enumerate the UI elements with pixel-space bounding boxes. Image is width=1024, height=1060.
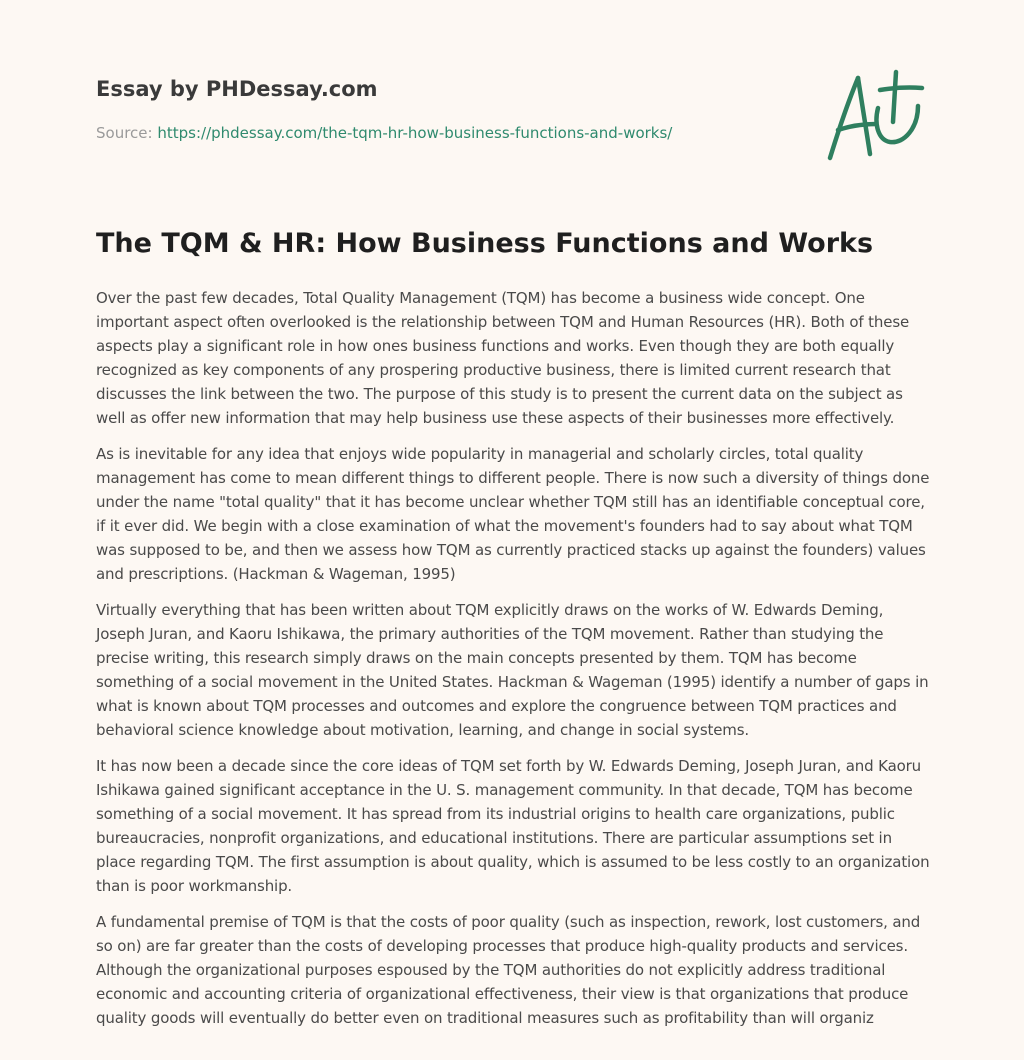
source-label: Source: <box>96 124 153 142</box>
site-title: Essay by PHDessay.com <box>96 77 378 101</box>
a-plus-logo-icon <box>822 68 926 164</box>
essay-article <box>96 224 932 1042</box>
paragraph: A fundamental premise of TQM is that the costs of poor quality (such as inspection, rework, lost customers, and so on) are far greater than the costs of developing processes that produce high-quality products and services. Although the organizational purposes espoused by the TQM authorities do not explicitly address traditional economic and accounting criteria of organizational effectiveness, their view is that organizations that produce quality goods will eventually do better even on traditional measures such as profitability than will organiz <box>96 913 921 1027</box>
paragraph: As is inevitable for any idea that enjoys wide popularity in managerial and scholarly circles, total quality management has come to mean different things to different people. There is now such a diversity of things done under the name "total quality" that it has become unclear whether TQM still has an identifiable conceptual core, if it ever did. We begin with a close examination of what the movement's founders had to say about what TQM was supposed to be, and then we assess how TQM as currently practiced stacks up against the founders) values and prescriptions. (Hackman & Wageman, 1995) <box>96 445 930 583</box>
paragraph: It has now been a decade since the core ideas of TQM set forth by W. Edwards Deming, Joseph Juran, and Kaoru Ishikawa gained significant acceptance in the U. S. management community. In that decade, TQM has become something of a social movement. It has spread from its industrial origins to health care organizations, public bureaucracies, nonprofit organizations, and educational institutions. There are particular assumptions set in place regarding TQM. The first assumption is about quality, which is assumed to be less costly to an organization than is poor workmanship. <box>96 757 930 895</box>
paragraph: Over the past few decades, Total Quality Management (TQM) has become a business wide concept. One important aspect often overlooked is the relationship between TQM and Human Resources (HR). Both of these aspects play a significant role in how ones business functions and works. Even though they are both equally recognized as key components of any prospering productive business, there is limited current research that discusses the link between the two. The purpose of this study is to present the current data on the subject as well as offer new information that may help business use these aspects of their businesses more effectively. <box>96 289 910 427</box>
source-line <box>96 122 796 144</box>
essay-title: The TQM & HR: How Business Functions and Works <box>96 228 874 259</box>
paragraph: Virtually everything that has been written about TQM explicitly draws on the works of W. Edwards Deming, Joseph Juran, and Kaoru Ishikawa, the primary authorities of the TQM movement. Rather than studying the precise writing, this research simply draws on the main concepts presented by them. TQM has become something of a social movement in the United States. Hackman & Wageman (1995) identify a number of gaps in what is known about TQM processes and outcomes and explore the congruence between TQM practices and behavioral science knowledge about motivation, learning, and change in social systems. <box>96 601 929 739</box>
source-link[interactable]: https://phdessay.com/the-tqm-hr-how-business-functions-and-works/ <box>157 124 673 142</box>
essay-header <box>96 74 796 144</box>
